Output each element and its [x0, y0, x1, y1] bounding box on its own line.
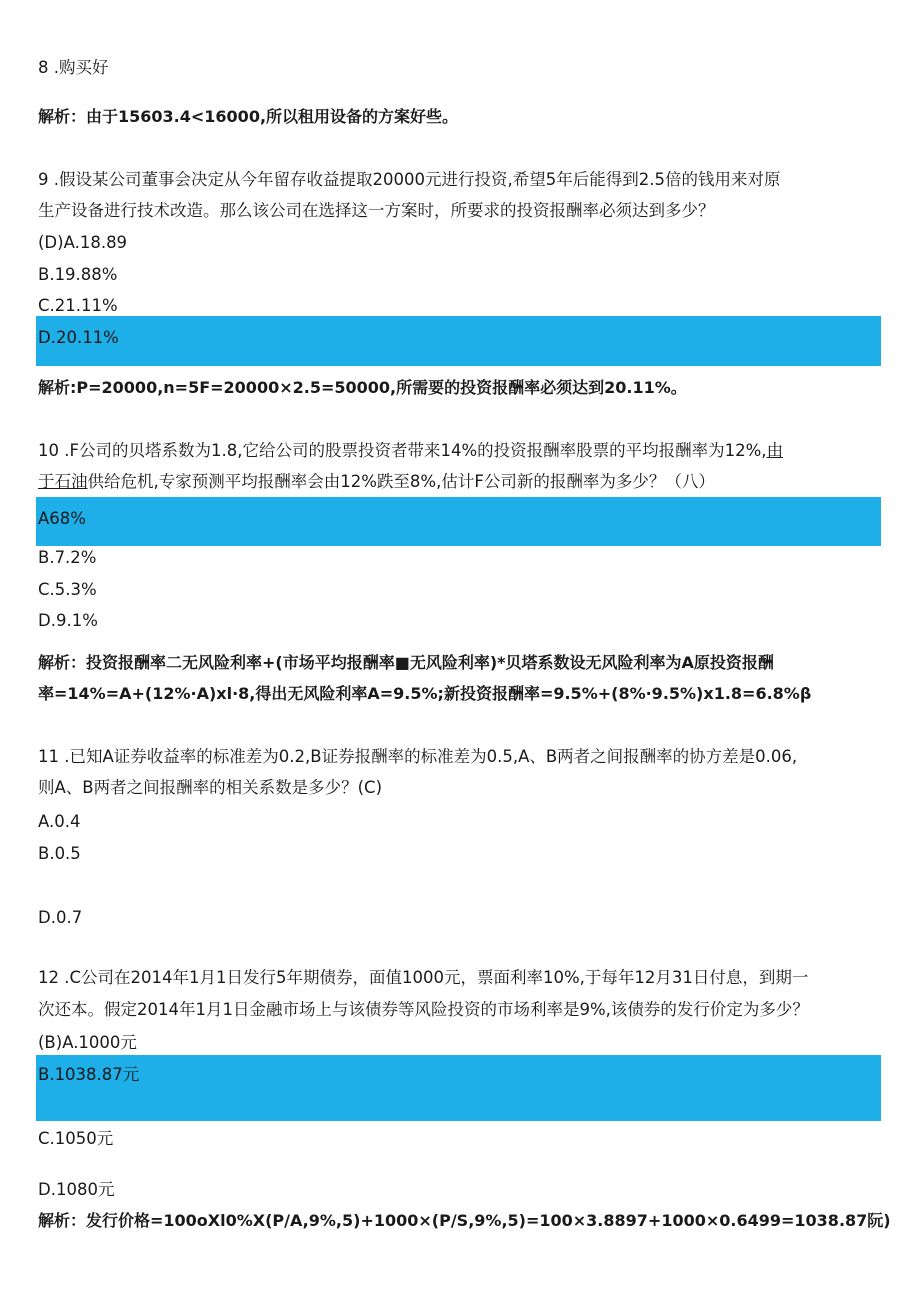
q8-analysis: 解析：由于15603.4<16000,所以租用设备的方案好些。 — [38, 107, 459, 126]
q12-stem-line1: 12 .C公司在2014年1月1日发行5年期债券，面值1000元，票面利率10%,于每年12月31日付息，到期一 — [38, 968, 809, 987]
q10-stem-line1-text: 10 .F公司的贝塔系数为1.8,它给公司的股票投资者带来14%的投资报酬率股票的平均报酬率为12%, — [38, 441, 767, 460]
q11-stem-line2: 则A、B两者之间报酬率的相关系数是多少？(C) — [38, 778, 383, 797]
q12-option-a: (B)A.1000元 — [38, 1033, 137, 1052]
q10-option-a-highlight — [36, 497, 881, 546]
q10-analysis-line2: 率=14%=A+(12%·A)xl·8,得出无风险利率A=9.5%;新投资报酬率=9.5%+(8%·9.5%)x1.8=6.8%β — [38, 684, 812, 703]
q10-analysis-line1: 解析：投资报酬率二无风险利率+(市场平均报酬率■无风险利率)*贝塔系数设无风险利率为A原投资报酬 — [38, 653, 774, 672]
q8-title: 8 .购买好 — [38, 58, 109, 77]
q10-stem-line2-text: 供给危机,专家预测平均报酬率会由12%跌至8%,估计F公司新的报酬率为多少？（八） — [87, 472, 715, 491]
q12-option-b-highlight — [36, 1055, 881, 1121]
q10-stem-line1-underlined: 由 — [766, 441, 784, 460]
q11-option-b: B.0.5 — [38, 844, 81, 863]
q10-stem-line2 — [38, 472, 715, 492]
q9-option-d-highlight — [36, 316, 881, 366]
q9-analysis: 解析:P=20000,n=5F=20000×2.5=50000,所需要的投资报酬率必须达到20.11%。 — [38, 378, 687, 397]
q12-option-b: B.1038.87元 — [38, 1065, 140, 1084]
q11-stem-line1: 11 .已知A证券收益率的标准差为0.2,B证券报酬率的标准差为0.5,A、B两者之间报酬率的协方差是0.06, — [38, 747, 798, 766]
q9-stem-line2: 生产设备进行技术改造。那么该公司在选择这一方案时，所要求的投资报酬率必须达到多少？ — [38, 201, 715, 220]
q12-option-c: C.1050元 — [38, 1129, 114, 1148]
q10-stem-line1 — [38, 441, 783, 461]
q10-option-d: D.9.1% — [38, 611, 98, 630]
q10-option-b: B.7.2% — [38, 548, 97, 567]
q12-option-d: D.1080元 — [38, 1180, 115, 1199]
q11-option-d: D.0.7 — [38, 908, 83, 927]
q11-option-a: A.0.4 — [38, 812, 81, 831]
q10-stem-line2-underlined: 于石油 — [38, 472, 88, 491]
q10-option-a: A68% — [38, 509, 86, 528]
q9-option-c: C.21.11% — [38, 296, 118, 315]
q10-option-c: C.5.3% — [38, 580, 97, 599]
q9-option-b: B.19.88% — [38, 265, 118, 284]
q9-stem-line1: 9 .假设某公司董事会决定从今年留存收益提取20000元进行投资,希望5年后能得到2.5倍的钱用来对原 — [38, 170, 781, 189]
q9-option-a: (D)A.18.89 — [38, 233, 128, 252]
q12-stem-line2: 次还本。假定2014年1月1日金融市场上与该债券等风险投资的市场利率是9%,该债券的发行价定为多少？ — [38, 1000, 809, 1019]
q9-option-d: D.20.11% — [38, 328, 119, 347]
q12-analysis: 解析：发行价格=100oXl0%X(P/A,9%,5)+1000×(P/S,9%,5)=100×3.8897+1000×0.6499=1038.87阮) — [38, 1211, 891, 1230]
